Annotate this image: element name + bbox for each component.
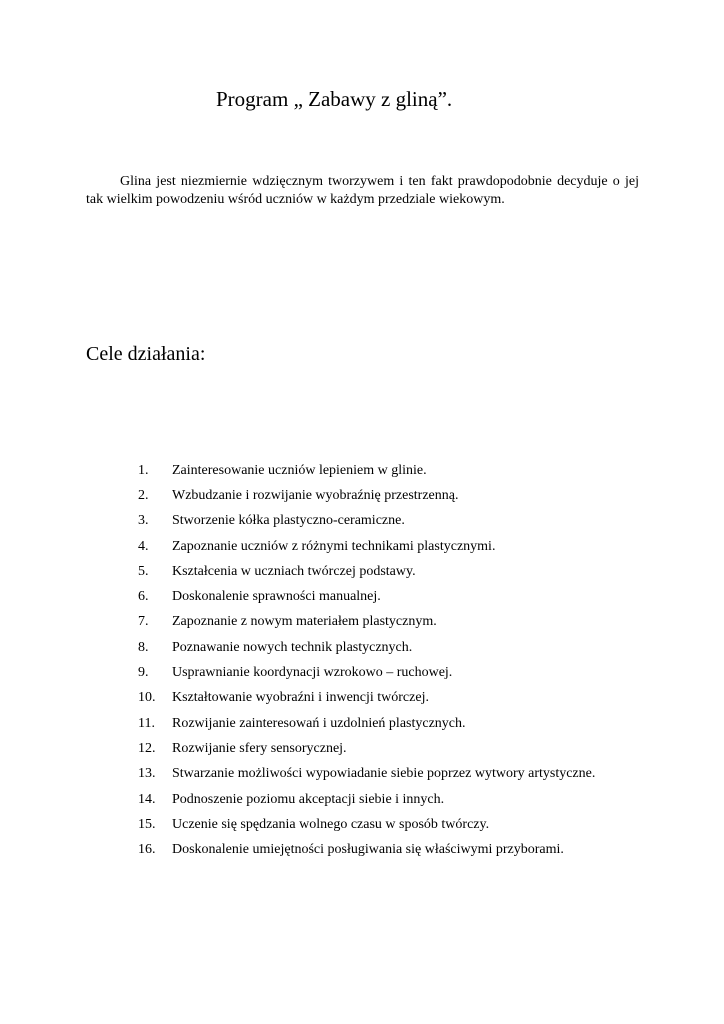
list-item [120, 584, 595, 609]
list-item-number: 1. [138, 462, 149, 478]
list-item-text: Stworzenie kółka plastyczno-ceramiczne. [172, 513, 405, 529]
goals-list [120, 458, 595, 863]
list-item [120, 686, 595, 711]
goals-heading: Cele działania: [86, 343, 206, 365]
list-item [120, 635, 595, 660]
list-item-number: 5. [138, 563, 149, 579]
list-item-number: 11. [138, 715, 155, 731]
list-item-text: Zapoznanie uczniów z różnymi technikami plastycznymi. [172, 538, 496, 554]
list-item-text: Podnoszenie poziomu akceptacji siebie i innych. [172, 791, 445, 807]
list-item-number: 13. [138, 766, 156, 782]
list-item-text: Rozwijanie zainteresowań i uzdolnień plastycznych. [172, 715, 466, 731]
list-item [120, 559, 595, 584]
list-item-text: Rozwijanie sfery sensorycznej. [172, 740, 347, 756]
list-item-number: 9. [138, 665, 149, 681]
list-item-number: 8. [138, 639, 149, 655]
list-item [120, 762, 595, 787]
list-item [120, 711, 595, 736]
list-item-text: Uczenie się spędzania wolnego czasu w sposób twórczy. [172, 816, 490, 832]
list-item-text: Wzbudzanie i rozwijanie wyobraźnię przestrzenną. [172, 487, 459, 503]
list-item-text: Doskonalenie sprawności manualnej. [172, 589, 381, 605]
document-title: Program „ Zabawy z gliną”. [216, 87, 453, 111]
list-item [120, 458, 595, 483]
list-item-number: 7. [138, 614, 149, 630]
list-item-text: Kształcenia w uczniach twórczej podstawy. [172, 563, 416, 579]
list-item-text: Zapoznanie z nowym materiałem plastycznym. [172, 614, 437, 630]
list-item [120, 483, 595, 508]
list-item-number: 4. [138, 538, 149, 554]
list-item-number: 6. [138, 589, 149, 605]
list-item-number: 16. [138, 842, 156, 858]
list-item-text: Doskonalenie umiejętności posługiwania się właściwymi przyborami. [172, 842, 564, 858]
list-item [120, 736, 595, 761]
list-item-number: 12. [138, 740, 156, 756]
list-item [120, 610, 595, 635]
list-item-text: Usprawnianie koordynacji wzrokowo – ruchowej. [172, 665, 453, 681]
list-item-text: Zainteresowanie uczniów lepieniem w glinie. [172, 462, 427, 478]
list-item-text: Poznawanie nowych technik plastycznych. [172, 639, 413, 655]
list-item [120, 660, 595, 685]
list-item-number: 14. [138, 791, 156, 807]
list-item [120, 787, 595, 812]
list-item-number: 15. [138, 816, 156, 832]
list-item-text: Kształtowanie wyobraźni i inwencji twórczej. [172, 690, 429, 706]
list-item-text: Stwarzanie możliwości wypowiadanie siebie poprzez wytwory artystyczne. [172, 766, 596, 782]
list-item [120, 812, 595, 837]
list-item-number: 3. [138, 513, 149, 529]
list-item [120, 534, 595, 559]
intro-paragraph: Glina jest niezmiernie wdzięcznym tworzywem i ten fakt prawdopodobnie decyduje o jej tak wielkim powodzeniu wśród uczniów w każdym przedziale wiekowym. [86, 174, 639, 207]
list-item-number: 10. [138, 690, 156, 706]
list-item [120, 509, 595, 534]
list-item-number: 2. [138, 487, 149, 503]
list-item [120, 837, 595, 862]
